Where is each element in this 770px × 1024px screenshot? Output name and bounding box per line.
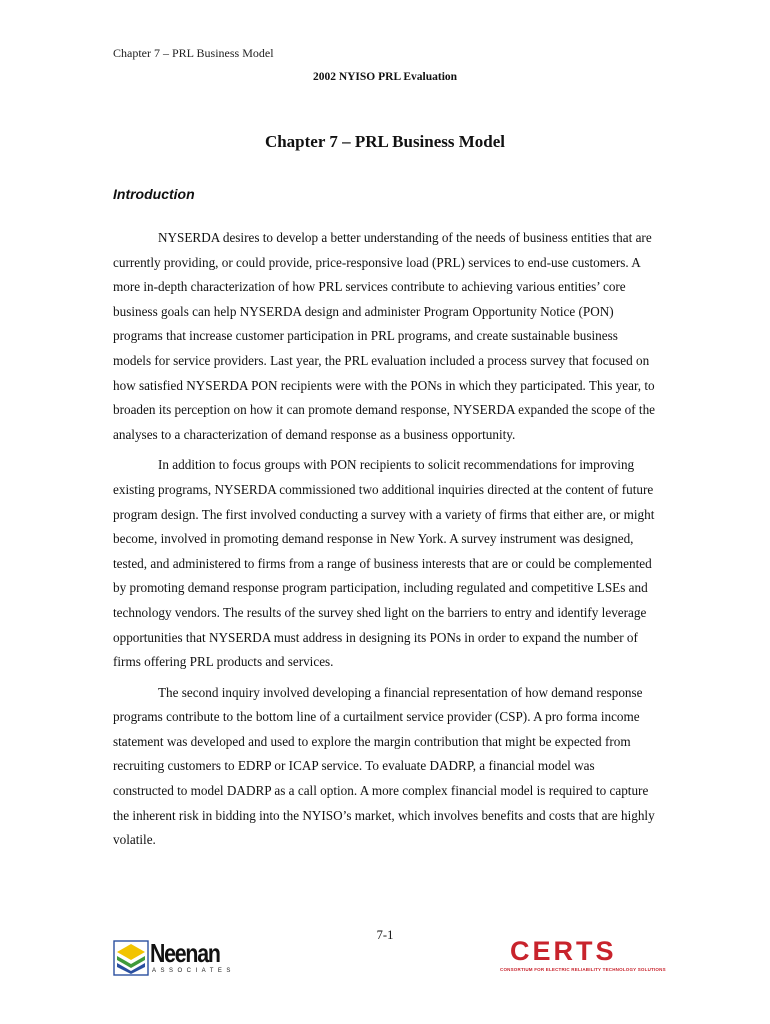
- paragraph-2: In addition to focus groups with PON recipients to solicit recommendations for improving existing programs, NYSERDA commissioned two additional inquiries directed at the content of future program design. The first involved conducting a survey with a variety of firms that either are, or might become, involved in promoting demand response in New York. A survey instrument was designed, tested, and administered to firms from a range of business interests that are or could be complemented by promoting demand response program participation, including regulated and competitive LSEs and technology vendors. The results of the survey shed light on the barriers to entry and identify leverage opportunities that NYSERDA must address in designing its PONs in order to expand the number of firms offering PRL products and services.: [113, 457, 655, 670]
- paragraph-3: The second inquiry involved developing a financial representation of how demand response programs contribute to the bottom line of a curtailment service provider (CSP). A pro forma income statement was developed and used to explore the margin contribution that might be expected from recruiting customers to EDRP or ICAP service. To evaluate DADRP, a financial model was constructed to model DADRP as a call option. A more complex financial model is required to capture the inherent risk in bidding into the NYISO’s market, which involves benefits and costs that are highly volatile.: [113, 684, 655, 848]
- neenan-emblem-icon: [113, 938, 149, 978]
- chapter-title: Chapter 7 – PRL Business Model: [264, 132, 506, 151]
- certs-subtitle: CONSORTIUM FOR ELECTRIC RELIABILITY TECHNOLOGY SOLUTIONS: [500, 967, 666, 972]
- report-title: 2002 NYISO PRL Evaluation: [312, 71, 458, 83]
- page-number: 7-1: [376, 928, 394, 942]
- neenan-wordmark: Neenan: [150, 938, 220, 968]
- section-heading: Introduction: [113, 186, 195, 202]
- paragraph-1: NYSERDA desires to develop a better understanding of the needs of business entities that are currently providing, or could provide, price-responsive load (PRL) services to end-use customers. A more in-depth characterization of how PRL services contribute to achieving various entities’ core business goals can help NYSERDA design and administer Program Opportunity Notice (PON) programs that increase customer participation in PRL programs, and create sustainable business models for service providers. Last year, the PRL evaluation included a process survey that focused on how satisfied NYSERDA PON recipients were with the PONs in which they participated. This year, to broaden its perception on how it can promote demand response, NYSERDA expanded the scope of the analyses to a characterization of demand response as a business opportunity.: [113, 230, 656, 442]
- body-text: [113, 226, 658, 859]
- certs-logo: [500, 936, 666, 978]
- running-head: Chapter 7 – PRL Business Model: [113, 46, 274, 60]
- neenan-logo: [113, 938, 243, 980]
- certs-wordmark: CERTS: [510, 936, 617, 966]
- neenan-subtitle: ASSOCIATES: [152, 968, 235, 974]
